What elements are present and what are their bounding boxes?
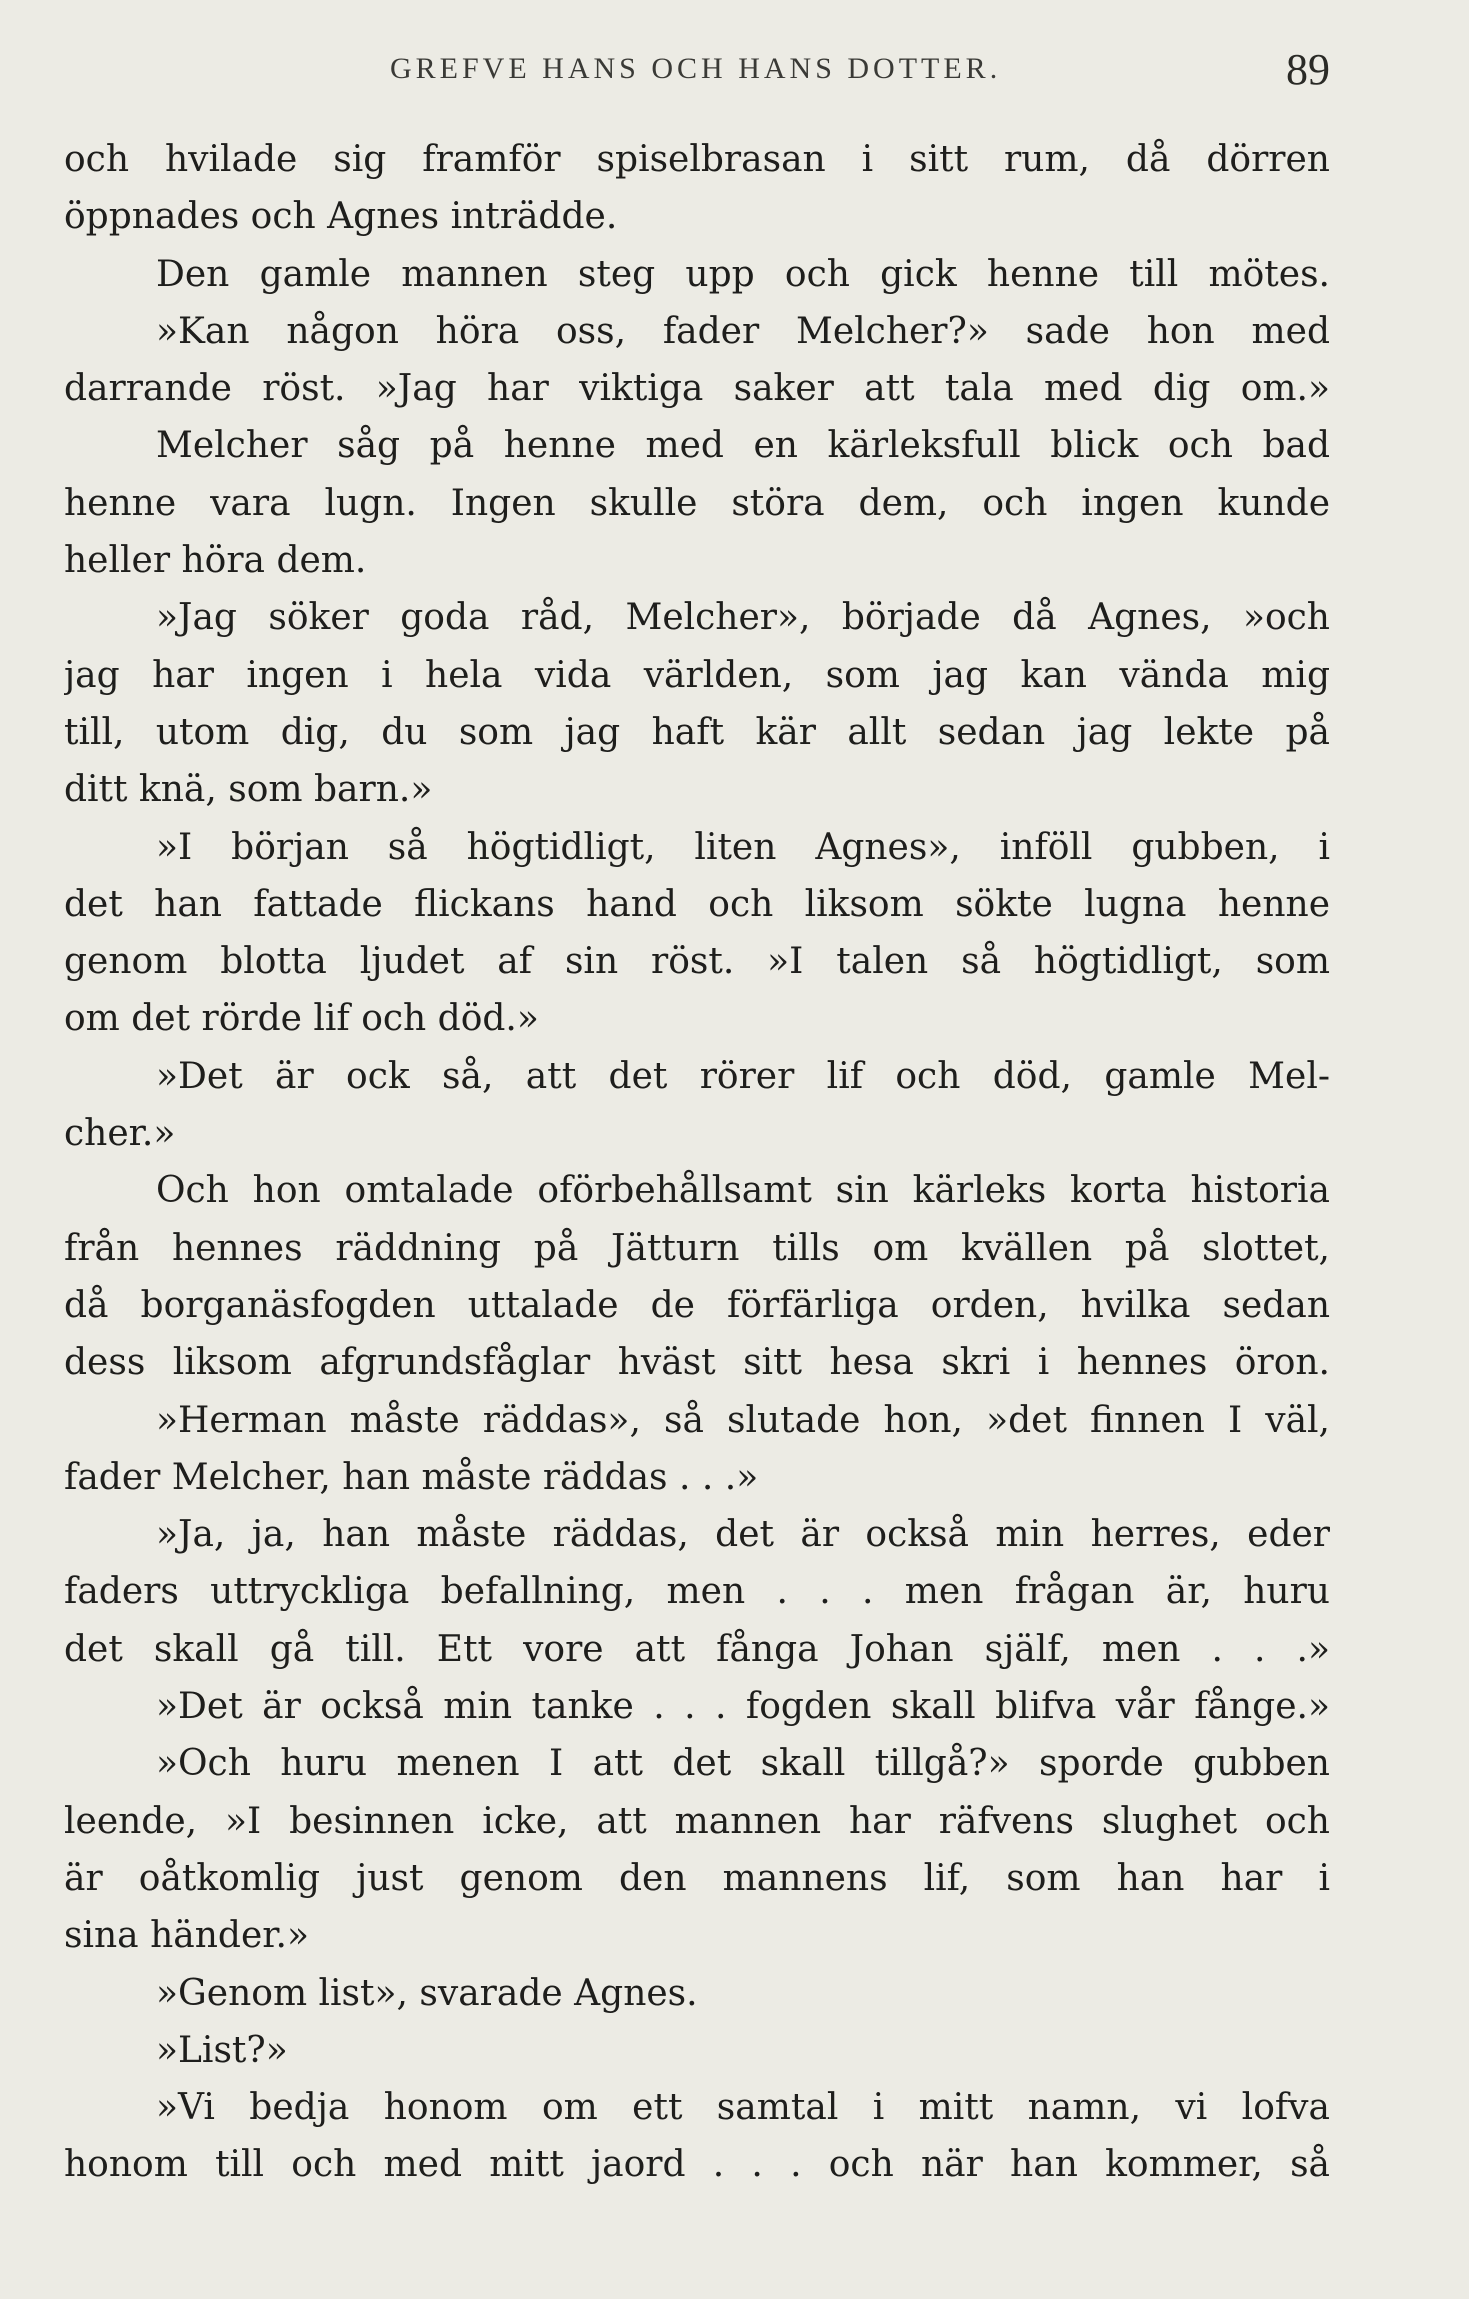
text-line: genom blotta ljudet af sin röst. »I talen så högtidligt, som	[64, 941, 1330, 983]
text-line: heller höra dem.	[64, 540, 367, 582]
text-line: jag har ingen i hela vida världen, som jag kan vända mig	[64, 654, 1330, 696]
text-line: »Jag söker goda råd, Melcher», började då Agnes, »och	[156, 597, 1330, 639]
text-line: då borganäsfogden uttalade de förfärliga orden, hvilka sedan	[64, 1284, 1330, 1326]
text-line: »Kan någon höra oss, fader Melcher?» sade hon med	[156, 310, 1330, 352]
text-line: henne vara lugn. Ingen skulle störa dem, och ingen kunde	[64, 482, 1330, 524]
text-line: från hennes räddning på Jätturn tills om kvällen på slottet,	[64, 1227, 1330, 1269]
text-line: och hvilade sig framför spiselbrasan i sitt rum, då dörren	[64, 139, 1330, 180]
text-line: ditt knä, som barn.»	[64, 769, 433, 811]
text-line: öppnades och Agnes inträdde.	[64, 196, 618, 238]
text-line: »Herman måste räddas», så slutade hon, »det finnen I väl,	[156, 1399, 1330, 1441]
text-line: sina händer.»	[64, 1915, 309, 1957]
text-line: Melcher såg på henne med en kärleksfull blick och bad	[156, 425, 1330, 467]
text-line: faders uttryckliga befallning, men . . . men frågan är, huru	[64, 1571, 1330, 1613]
text-line: »Det är ock så, att det rörer lif och död, gamle Mel-	[156, 1055, 1330, 1097]
text-line: »Det är också min tanke . . . fogden skall blifva vår fånge.»	[156, 1686, 1330, 1728]
running-head: GREFVE HANS OCH HANS DOTTER.	[390, 52, 1002, 85]
text-line: »Genom list», svarade Agnes.	[156, 1972, 698, 2014]
body-text	[64, 131, 1330, 2194]
text-line: »I början så högtidligt, liten Agnes», inföll gubben, i	[156, 826, 1330, 868]
text-line: honom till och med mitt jaord . . . och när han kommer, så	[64, 2144, 1330, 2186]
text-line: cher.»	[64, 1113, 176, 1155]
text-line: det skall gå till. Ett vore att fånga Johan själf, men . . .»	[64, 1628, 1330, 1670]
page-header	[64, 44, 1330, 104]
text-line: »Och huru menen I att det skall tillgå?» sporde gubben	[156, 1743, 1330, 1785]
text-line: dess liksom afgrundsfåglar hväst sitt hesa skri i hennes öron.	[64, 1342, 1330, 1384]
text-line: darrande röst. »Jag har viktiga saker att tala med dig om.»	[64, 368, 1330, 410]
text-line: »Ja, ja, han måste räddas, det är också min herres, eder	[156, 1514, 1330, 1556]
text-line: Och hon omtalade oförbehållsamt sin kärleks korta historia	[156, 1170, 1330, 1212]
text-line: det han fattade flickans hand och liksom sökte lugna henne	[64, 883, 1330, 925]
text-line: till, utom dig, du som jag haft kär allt sedan jag lekte på	[64, 711, 1330, 753]
text-line: »Vi bedja honom om ett samtal i mitt namn, vi lofva	[156, 2087, 1330, 2129]
text-line: leende, »I besinnen icke, att mannen har räfvens slughet och	[64, 1800, 1330, 1842]
text-line: om det rörde lif och död.»	[64, 998, 539, 1040]
text-line: fader Melcher, han måste räddas . . .»	[64, 1456, 759, 1498]
text-line: är oåtkomlig just genom den mannens lif, som han har i	[64, 1857, 1330, 1899]
page-number: 89	[1286, 45, 1330, 94]
text-line: Den gamle mannen steg upp och gick henne till mötes.	[156, 253, 1330, 295]
text-line: »List?»	[156, 2029, 288, 2071]
